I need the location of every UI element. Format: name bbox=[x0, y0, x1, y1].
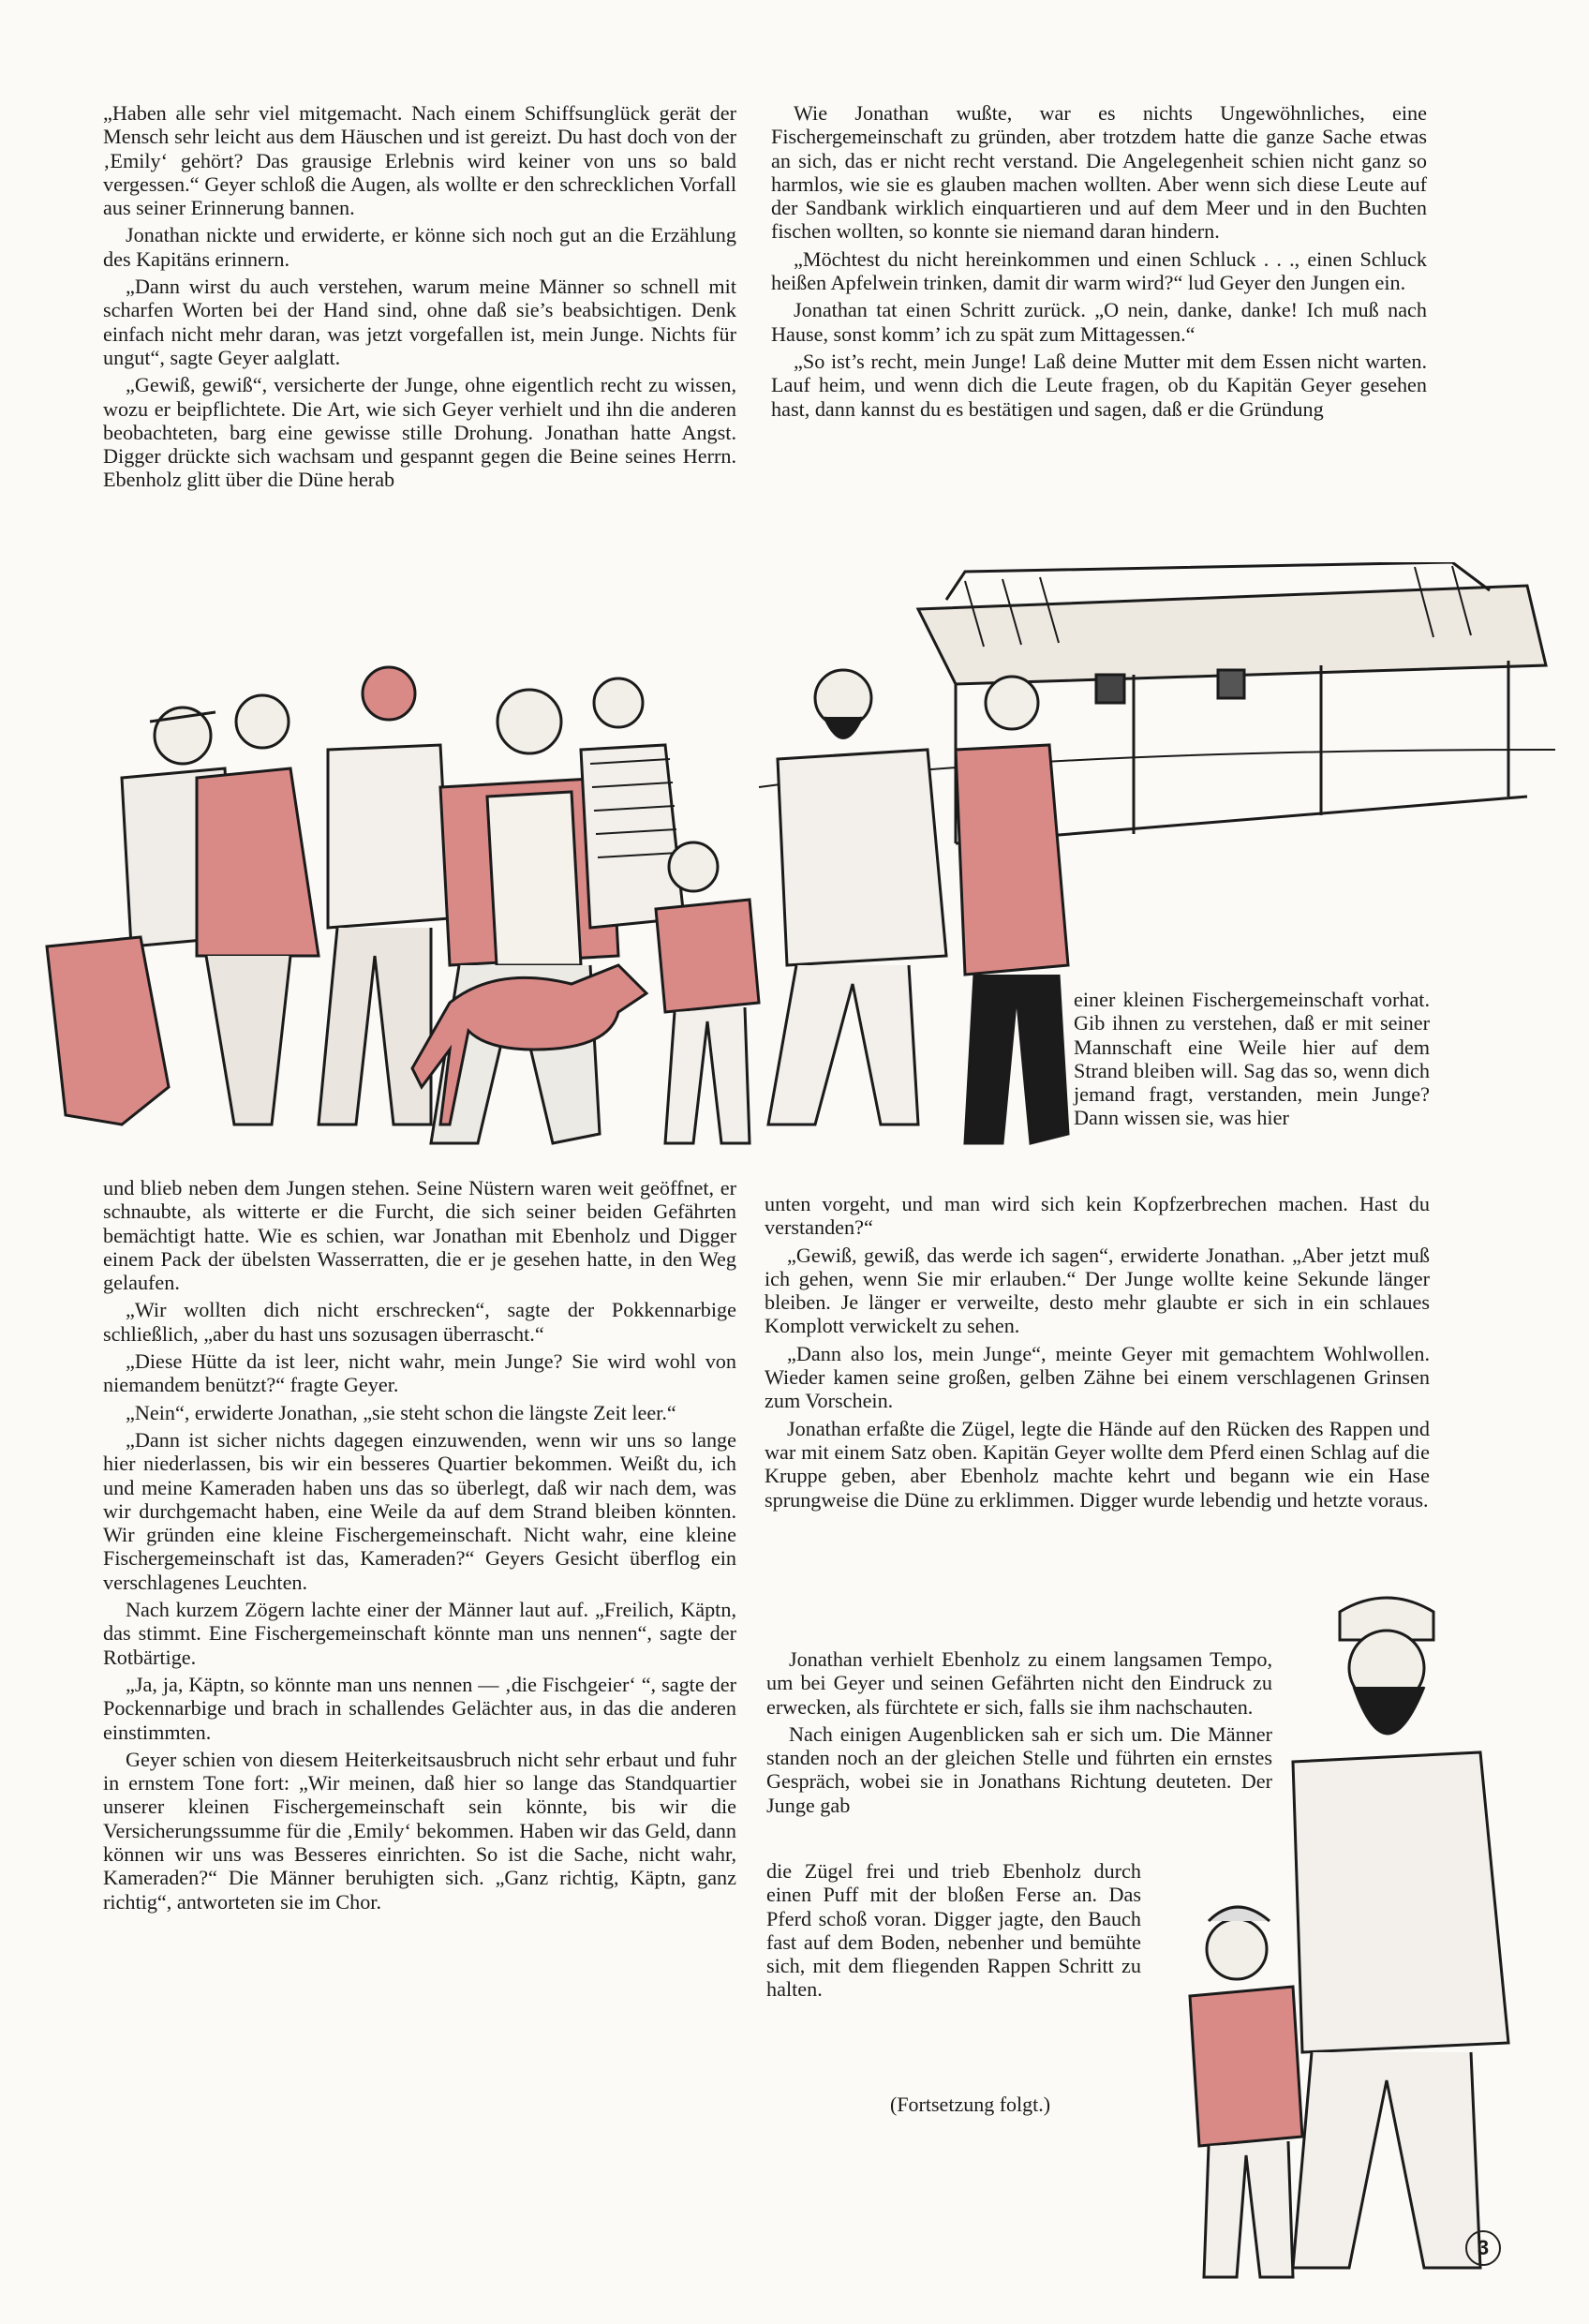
paragraph: Jonathan nickte und erwiderte, er könne sich noch gut an die Erzählung des Kapitäns erinnern. bbox=[103, 223, 736, 271]
paragraph: Jonathan erfaßte die Zügel, legte die Hände auf den Rücken des Rappen und war mit einem Satz oben. Kapitän Geyer wollte dem Pferd einen Schlag auf die Kruppe geben, aber Ebenholz machte kehrt und begann wie ein Hase sprungweise die Düne zu erklimmen. Digger wurde lebendig und hetzte voraus. bbox=[765, 1416, 1430, 1512]
paragraph: „Möchtest du nicht hereinkommen und einen Schluck . . ., einen Schluck heißen Apfelwein trinken, damit dir warm wird?“ lud Geyer den Jungen ein. bbox=[771, 246, 1427, 295]
paragraph: „Nein“, erwiderte Jonathan, „sie steht schon die längste Zeit leer.“ bbox=[126, 1400, 676, 1424]
article-column-bottom-left bbox=[103, 1176, 736, 1917]
paragraph: einer kleinen Fischergemeinschaft vorhat. Gib ihnen zu verstehen, daß er mit seiner Mannschaft eine Weile hier auf dem Strand bleiben will. Sag das so, wenn dich jemand fragt, verstanden, mein Junge? Dann wissen sie, was hier bbox=[1074, 988, 1430, 1130]
article-column-top-right bbox=[771, 101, 1427, 425]
paragraph: „Dann ist sicher nichts dagegen einzuwenden, wenn wir uns so lange hier niederlassen, bis wir ein besseres Quartier bekommen. Weißt du, ich und meine Kameraden haben uns das so überlegt, daß wir nach dem, was wir durchgemacht haben, eine Weile da auf dem Strand bleiben könnten. Wir gründen eine kleine Fischergemeinschaft. Nicht wahr, eine kleine Fischergemeinschaft ist das, Kameraden?“ Geyers Gesicht überflog ein verschlagenes Leuchten. bbox=[103, 1427, 736, 1594]
illustration-captain-and-boy bbox=[1152, 1593, 1565, 2287]
paragraph: Jonathan verhielt Ebenholz zu einem langsamen Tempo, um bei Geyer und seinen Gefährten nicht den Eindruck zu erwecken, als fürchtete er sich, falls sie ihm nachschauten. bbox=[766, 1647, 1272, 1719]
paragraph: „Dann also los, mein Junge“, meinte Geyer mit gemachtem Wohlwollen. Wieder kamen seine großen, gelben Zähne bei einem verschlagenen Grinsen zum Vorschein. bbox=[765, 1341, 1430, 1413]
article-column-right-tiny bbox=[766, 1859, 1141, 2005]
paragraph: Nach kurzem Zögern lachte einer der Männer laut auf. „Freilich, Käptn, das stimmt. Eine Fischergemeinschaft könnte man uns nennen“, sagte der Rotbärtige. bbox=[103, 1598, 736, 1669]
paragraph: und blieb neben dem Jungen stehen. Seine Nüstern waren weit geöffnet, er schnaubte, als witterte er die Furcht, die sich seiner beiden Gefährten bemächtigt hatte. Wie es schien, war Jonathan mit Ebenholz und Digger einem Pack der übelsten Wasserratten, die er je gesehen hatte, in den Weg gelaufen. bbox=[103, 1176, 736, 1295]
paragraph: Nach einigen Augenblicken sah er sich um. Die Männer standen noch an der gleichen Stelle und führten ein ernstes Gespräch, wobei sie in Jonathans Richtung deuteten. Der Junge gab bbox=[766, 1721, 1272, 1817]
continued-note: (Fortsetzung folgt.) bbox=[890, 2093, 1051, 2116]
paragraph: „Gewiß, gewiß“, versicherte der Junge, ohne eigentlich recht zu wissen, wozu er beipflichtete. Die Art, wie sich Geyer verhielt und ihn die anderen beobachteten, barg eine gewisse stille Drohung. Jonathan hatte Angst. Digger drückte sich wachsam und gespannt gegen die Beine seines Herrn. Ebenholz glitt über die Düne herab bbox=[103, 373, 736, 492]
paragraph: unten vorgeht, und man wird sich kein Kopfzerbrechen machen. Hast du verstanden?“ bbox=[765, 1192, 1430, 1240]
article-column-top-left bbox=[103, 101, 736, 496]
paragraph: Jonathan tat einen Schritt zurück. „O nein, danke, danke! Ich muß nach Hause, sonst komm’ ich zu spät zum Mittagessen.“ bbox=[771, 298, 1427, 346]
paragraph: „Dann wirst du auch verstehen, warum meine Männer so schnell mit scharfen Worten bei der Hand sind, ohne daß sie’s beabsichtigen. Denk einfach nicht mehr daran, was jetzt vorgefallen ist, mein Junge. Nichts für ungut“, sagte Geyer aalglatt. bbox=[103, 275, 736, 369]
paragraph: „Diese Hütte da ist leer, nicht wahr, mein Junge? Sie wird wohl von niemandem benützt?“ fragte Geyer. bbox=[103, 1349, 736, 1397]
paragraph: Geyer schien von diesem Heiterkeitsausbruch nicht sehr erbaut und fuhr in ernstem Tone fort: „Wir meinen, daß hier so lange das Standquartier unserer kleinen Fischergemeinschaft sein könnte, bis wir die Versicherungssumme für die ‚Emily‘ bekommen. Haben wir das Geld, dann können wir uns was Besseres einrichten. So ist die Sache, nicht wahr, Kameraden?“ Die Männer beruhigten sich. „Ganz richtig, Käptn, ganz richtig“, antworteten sie im Chor. bbox=[103, 1747, 736, 1914]
paragraph: „So ist’s recht, mein Junge! Laß deine Mutter mit dem Essen nicht warten. Lauf heim, und wenn dich die Leute fragen, ob du Kapitän Geyer gesehen hast, dann kannst du es bestätigen und sagen, daß er die Gründung bbox=[771, 349, 1427, 421]
paragraph: „Ja, ja, Käptn, so könnte man uns nennen — ‚die Fischgeier‘ “, sagte der Pockennarbige und brach in schallendes Gelächter aus, in das die anderen einstimmten. bbox=[103, 1672, 736, 1744]
page-number: 3 bbox=[1465, 2230, 1501, 2266]
paragraph: die Zügel frei und trieb Ebenholz durch einen Puff mit der bloßen Ferse an. Das Pferd schoß voran. Digger jagte, den Bauch fast auf dem Boden, nebenher und bemühte sich, mit dem fliegenden Rappen Schritt zu halten. bbox=[766, 1859, 1141, 2002]
paragraph: „Wir wollten dich nicht erschrecken“, sagte der Pokkennarbige schließlich, „aber du hast uns sozusagen überrascht.“ bbox=[103, 1298, 736, 1346]
article-column-right-narrow bbox=[1074, 988, 1430, 1134]
article-column-bottom-right bbox=[765, 1192, 1430, 1515]
paragraph: „Haben alle sehr viel mitgemacht. Nach einem Schiffsunglück gerät der Mensch sehr leicht aus dem Häuschen und ist gereizt. Du hast doch von der ‚Emily‘ gehört? Das grausige Erlebnis wird keiner von uns so bald vergessen.“ Geyer schloß die Augen, als wollte er den schrecklichen Vorfall aus seiner Erinnerung bannen. bbox=[103, 101, 736, 220]
paragraph: Wie Jonathan wußte, war es nichts Ungewöhnliches, eine Fischergemeinschaft zu gründen, aber trotzdem hatte die ganze Sache etwas an sich, das er nicht recht verstand. Die Angelegenheit schien nicht ganz so harmlos, wie sie es glauben machen wollten. Aber wenn sich diese Leute auf der Sandbank wirklich einquartieren und auf dem Meer und in den Buchten fischen wollten, so konnte sie niemand daran hindern. bbox=[771, 101, 1427, 244]
paragraph: „Gewiß, gewiß, das werde ich sagen“, erwiderte Jonathan. „Aber jetzt muß ich gehen, wenn Sie mir erlauben.“ Der Junge wollte keine Sekunde länger bleiben. Je länger er verweilte, desto mehr glaubte er sich in ein schlaues Komplott verwickelt zu sehen. bbox=[765, 1243, 1430, 1338]
